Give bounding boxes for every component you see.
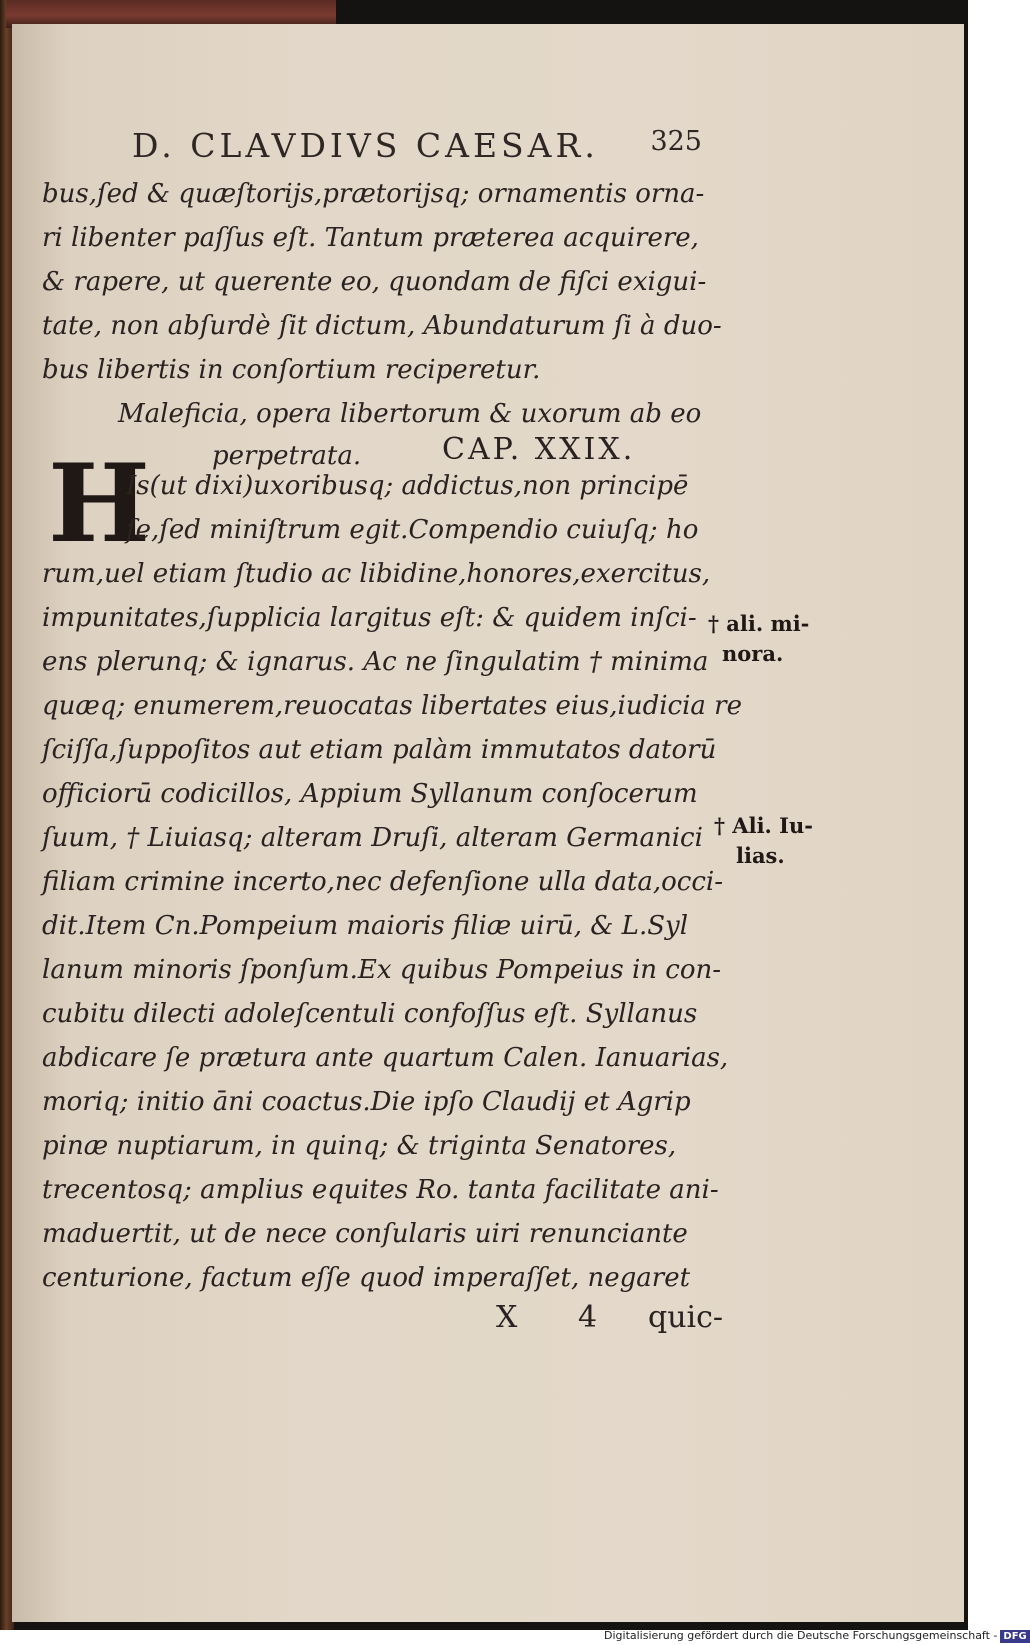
text-line: Is(ut dixi)uxoribusq; addictus,non principē xyxy=(126,471,689,501)
text-line: trecentosq; amplius equites Ro. tanta facilitate ani- xyxy=(42,1175,719,1205)
drop-capital: H xyxy=(48,441,147,567)
text-line: officiorū codicillos, Appium Syllanum conſocerum xyxy=(42,779,698,809)
text-line: impunitates,ſupplicia largitus eſt: & quidem inſci- xyxy=(42,603,697,633)
marginal-note-1 xyxy=(708,609,809,669)
text-line: ſe,ſed miniſtrum egit.Compendio cuiuſq; ho xyxy=(126,515,699,545)
text-line: ſciſſa,ſuppoſitos aut etiam palàm immutatos datorū xyxy=(42,735,717,765)
section-heading-line-2: perpetrata. xyxy=(212,441,362,471)
marginal-note-line: lias. xyxy=(736,843,785,868)
page-number: 325 xyxy=(650,126,702,157)
text-line: centurione, factum eſſe quod imperaſſet, negaret xyxy=(42,1263,691,1293)
text-line: ri libenter paſſus eſt. Tantum præterea acquirere, xyxy=(42,223,699,253)
marginal-note-2 xyxy=(714,811,813,871)
text-line: bus,ſed & quæſtorijs,prætorijsq; ornamentis orna- xyxy=(42,179,705,209)
text-line: rum,uel etiam ſtudio ac libidine,honores,exercitus, xyxy=(42,559,711,589)
marginal-note-line: † ali. mi- xyxy=(708,611,810,636)
marginal-note-line: nora. xyxy=(722,641,784,666)
text-line: abdicare ſe prætura ante quartum Calen. Ianuarias, xyxy=(42,1043,729,1073)
catchword: quic- xyxy=(648,1300,724,1335)
dfg-logo-badge: DFG xyxy=(1000,1630,1029,1643)
text-line: ens plerunq; & ignarus. Ac ne ſingulatim † minima xyxy=(42,647,709,677)
signature-mark: X xyxy=(496,1300,518,1335)
text-line: ſuum, † Liuiasq; alteram Druſi, alteram Germanici xyxy=(42,823,703,853)
chapter-number: CAP. XXIX. xyxy=(442,432,636,467)
running-head xyxy=(122,126,702,176)
text-line: bus libertis in conſortium reciperetur. xyxy=(42,355,541,385)
signature-number: 4 xyxy=(578,1300,598,1335)
text-line: lanum minoris ſponſum.Ex quibus Pompeius in con- xyxy=(42,955,722,985)
text-line: dit.Item Cn.Pompeium maioris filiæ uirū, & L.Syl xyxy=(42,911,689,941)
text-line: & rapere, ut querente eo, quondam de fiſci exigui- xyxy=(42,267,707,297)
text-line: moriq; initio āni coactus.Die ipſo Claudij et Agrip xyxy=(42,1087,691,1117)
digitization-footer xyxy=(604,1628,1027,1644)
text-line: filiam crimine incerto,nec defenſione ulla data,occi- xyxy=(42,867,723,897)
section-heading-line-1: Maleficia, opera libertorum & uxorum ab eo xyxy=(118,399,702,429)
text-line: pinæ nuptiarum, in quinq; & triginta Senatores, xyxy=(42,1131,677,1161)
text-line: tate, non abſurdè ſit dictum, Abundaturum ſi à duo- xyxy=(42,311,722,341)
text-line: cubitu dilecti adoleſcentuli confoſſus eſt. Syllanus xyxy=(42,999,698,1029)
text-line: quæq; enumerem,reuocatas libertates eius,iudicia re xyxy=(42,691,742,721)
footer-text: Digitalisierung gefördert durch die Deutsche Forschungsgemeinschaft - xyxy=(604,1629,998,1642)
book-page xyxy=(12,24,964,1622)
running-head-title: D. CLAVDIVS CAESAR. xyxy=(132,126,599,165)
text-line: maduertit, ut de nece conſularis uiri renunciante xyxy=(42,1219,688,1249)
marginal-note-line: † Ali. Iu- xyxy=(714,813,813,838)
